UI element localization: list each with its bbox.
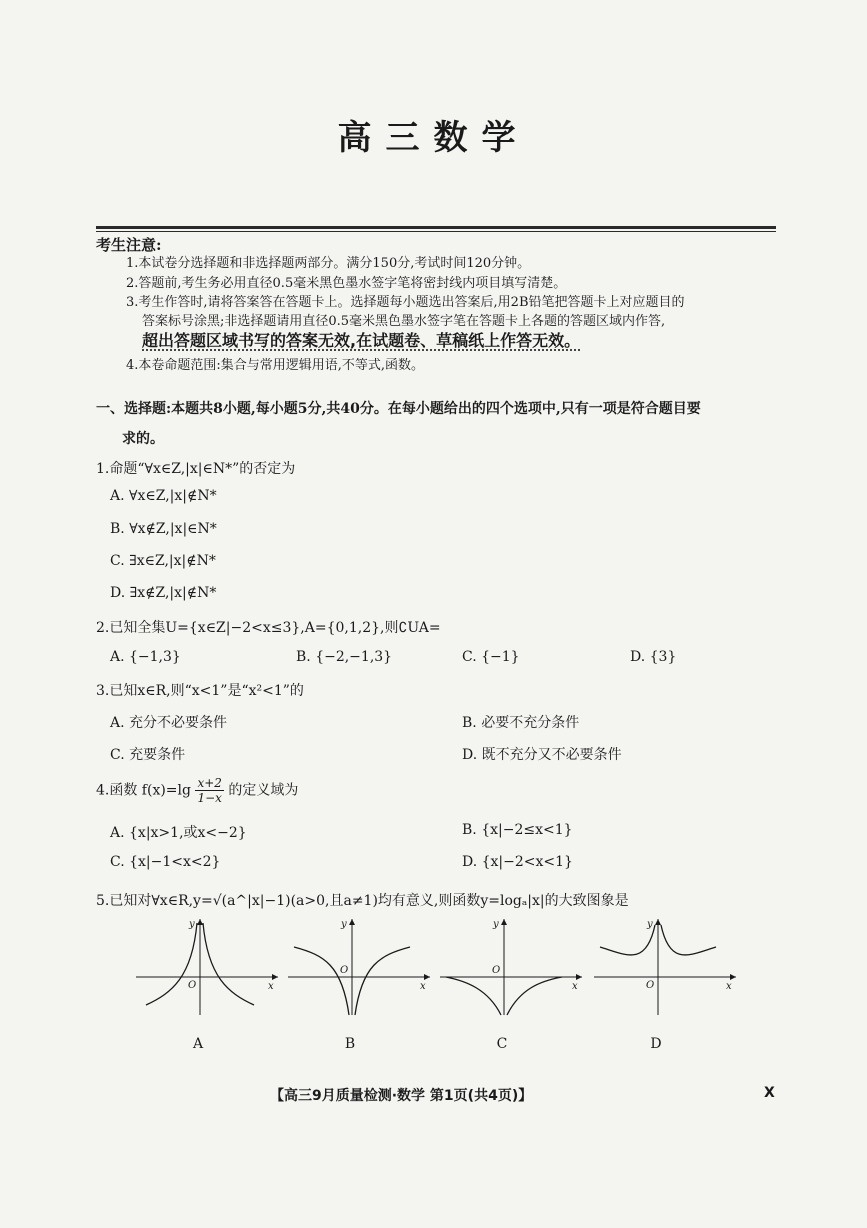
graph-a-origin-label: O [188, 980, 197, 991]
graph-a-x-label: x [268, 981, 274, 992]
graph-c-y-label: y [493, 919, 499, 930]
question-4-stem-prefix: 4.函数 f(x)=lg [96, 782, 191, 799]
question-3-option-a: A. 充分不必要条件 [110, 715, 228, 731]
notice-item-3-emphasis: 超出答题区域书写的答案无效,在试题卷、草稿纸上作答无效。 [142, 331, 581, 350]
notice-heading: 考生注意: [96, 236, 162, 254]
graph-c-label: C [496, 1036, 508, 1052]
notice-item-3: 3.考生作答时,请将答案答在答题卡上。选择题每小题选出答案后,用2B铅笔把答题卡上对应题目的 [126, 295, 685, 310]
graph-b-x-label: x [420, 981, 426, 992]
graph-c [436, 915, 586, 1020]
section-heading-cont: 求的。 [122, 431, 164, 447]
graph-c-origin-label: O [492, 965, 501, 976]
question-1-option-d: D. ∃x∉Z,|x|∉N* [110, 585, 217, 601]
question-4-option-b: B. {x|−2≤x<1} [462, 822, 573, 838]
question-1-option-a: A. ∀x∈Z,|x|∉N* [110, 488, 217, 504]
notice-item-4: 4.本卷命题范围:集合与常用逻辑用语,不等式,函数。 [126, 358, 425, 373]
graph-a-y-label: y [189, 919, 195, 930]
question-4-stem [96, 776, 298, 805]
graph-d-origin-label: O [646, 980, 655, 991]
notice-item-2: 2.答题前,考生务必用直径0.5毫米黑色墨水签字笔将密封线内项目填写清楚。 [126, 276, 567, 291]
question-3-stem: 3.已知x∈R,则“x<1”是“x²<1”的 [96, 683, 304, 699]
question-4-fraction-numerator: x+2 [197, 776, 222, 790]
graph-b [284, 915, 434, 1020]
footer-mark: X [764, 1085, 775, 1101]
graph-d-label: D [650, 1036, 662, 1052]
header-rule [96, 226, 776, 229]
graph-d [590, 915, 740, 1020]
graph-d-x-label: x [726, 981, 732, 992]
notice-item-3-cont: 答案标号涂黑;非选择题请用直径0.5毫米黑色墨水签字笔在答题卡上各题的答题区域内作答, [142, 314, 666, 329]
graph-b-y-label: y [341, 919, 347, 930]
question-5-stem: 5.已知对∀x∈R,y=√(a^|x|−1)(a>0,且a≠1)均有意义,则函数y=logₐ|x|的大致图象是 [96, 893, 629, 909]
question-4-option-a: A. {x|x>1,或x<−2} [110, 825, 247, 841]
graph-d-y-label: y [647, 919, 653, 930]
question-4-option-c: C. {x|−1<x<2} [110, 854, 221, 870]
question-4-option-d: D. {x|−2<x<1} [462, 854, 573, 870]
question-3-option-c: C. 充要条件 [110, 747, 186, 763]
question-3-option-b: B. 必要不充分条件 [462, 715, 580, 731]
notice-item-1: 1.本试卷分选择题和非选择题两部分。满分150分,考试时间120分钟。 [126, 256, 531, 271]
question-4-fraction-denominator: 1−x [197, 791, 222, 805]
question-1-option-c: C. ∃x∈Z,|x|∉N* [110, 553, 216, 569]
header-rule-thin [96, 231, 776, 232]
question-4-fraction [195, 776, 223, 805]
question-3-option-d: D. 既不充分又不必要条件 [462, 747, 622, 763]
graph-b-label: B [344, 1036, 356, 1052]
graph-b-origin-label: O [340, 965, 349, 976]
question-2-option-d: D. {3} [630, 649, 677, 665]
graph-a-label: A [192, 1036, 204, 1052]
section-heading: 一、选择题:本题共8小题,每小题5分,共40分。在每小题给出的四个选项中,只有一项是符合题目要 [96, 401, 701, 417]
question-1-option-b: B. ∀x∉Z,|x|∈N* [110, 521, 217, 537]
question-4-stem-suffix: 的定义域为 [228, 782, 299, 799]
question-2-option-a: A. {−1,3} [110, 649, 181, 665]
graph-a [132, 915, 282, 1020]
question-1-stem: 1.命题“∀x∈Z,|x|∈N*”的否定为 [96, 461, 296, 477]
graph-c-x-label: x [572, 981, 578, 992]
question-2-option-c: C. {−1} [462, 649, 520, 665]
exam-title: 高三数学 [337, 118, 530, 158]
question-2-option-b: B. {−2,−1,3} [296, 649, 393, 665]
question-2-stem: 2.已知全集U={x∈Z|−2<x≤3},A={0,1,2},则∁UA= [96, 620, 441, 636]
page-footer: 【高三9月质量检测·数学 第1页(共4页)】 [270, 1088, 533, 1104]
